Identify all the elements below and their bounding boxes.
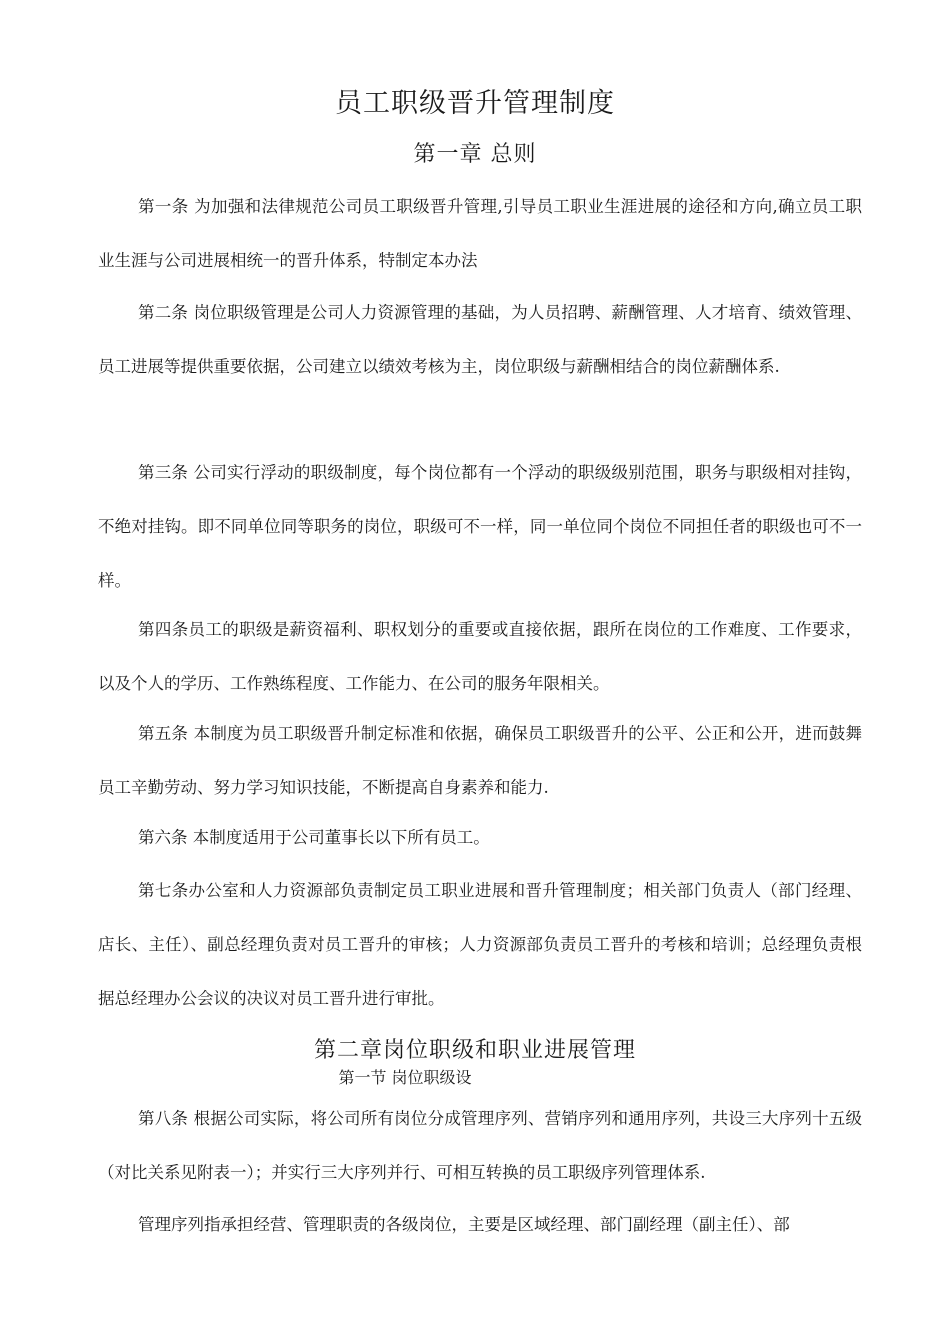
article-3: 第三条 公司实行浮动的职级制度，每个岗位都有一个浮动的职级级别范围，职务与职级相对挂钩，不绝对挂钩。即不同单位同等职务的岗位，职级可不一样，同一单位同个岗位不同担任者的职级也可不一样。 — [98, 463, 862, 590]
article-8: 第八条 根据公司实际，将公司所有岗位分成管理序列、营销序列和通用序列，共设三大序列十五级（对比关系见附表一）；并实行三大序列并行、可相互转换的员工职级序列管理体系. — [98, 1109, 862, 1182]
article-5: 第五条 本制度为员工职级晋升制定标准和依据，确保员工职级晋升的公平、公正和公开，进而鼓舞员工辛勤劳动、努力学习知识技能，不断提高自身素养和能力. — [98, 724, 862, 797]
document-title: 员工职级晋升管理制度 — [335, 88, 615, 119]
article-2: 第二条 岗位职级管理是公司人力资源管理的基础，为人员招聘、薪酬管理、人才培育、绩效管理、员工进展等提供重要依据，公司建立以绩效考核为主，岗位职级与薪酬相结合的岗位薪酬体系. — [98, 303, 862, 376]
chapter-heading-2: 第二章岗位职级和职业进展管理 — [313, 1038, 636, 1063]
article-7: 第七条办公室和人力资源部负责制定员工职业进展和晋升管理制度；相关部门负责人（部门经理、店长、主任）、副总经理负责对员工晋升的审核；人力资源部负责员工晋升的考核和培训；总经理负责根据总经理办公会议的决议对员工晋升进行审批。 — [98, 881, 862, 1008]
article-1: 第一条 为加强和法律规范公司员工职级晋升管理,引导员工职业生涯进展的途径和方向,确立员工职业生涯与公司进展相统一的晋升体系，特制定本办法 — [98, 197, 862, 270]
paragraph-management-series: 管理序列指承担经营、管理职责的各级岗位，主要是区域经理、部门副经理（副主任）、部 — [138, 1215, 790, 1234]
chapter-heading-1: 第一章 总则 — [413, 142, 537, 167]
article-6: 第六条 本制度适用于公司董事长以下所有员工。 — [138, 828, 490, 847]
article-4: 第四条员工的职级是薪资福利、职权划分的重要或直接依据，跟所在岗位的工作难度、工作要求，以及个人的学历、工作熟练程度、工作能力、在公司的服务年限相关。 — [98, 620, 862, 693]
section-heading-1: 第一节 岗位职级设 — [338, 1068, 472, 1087]
